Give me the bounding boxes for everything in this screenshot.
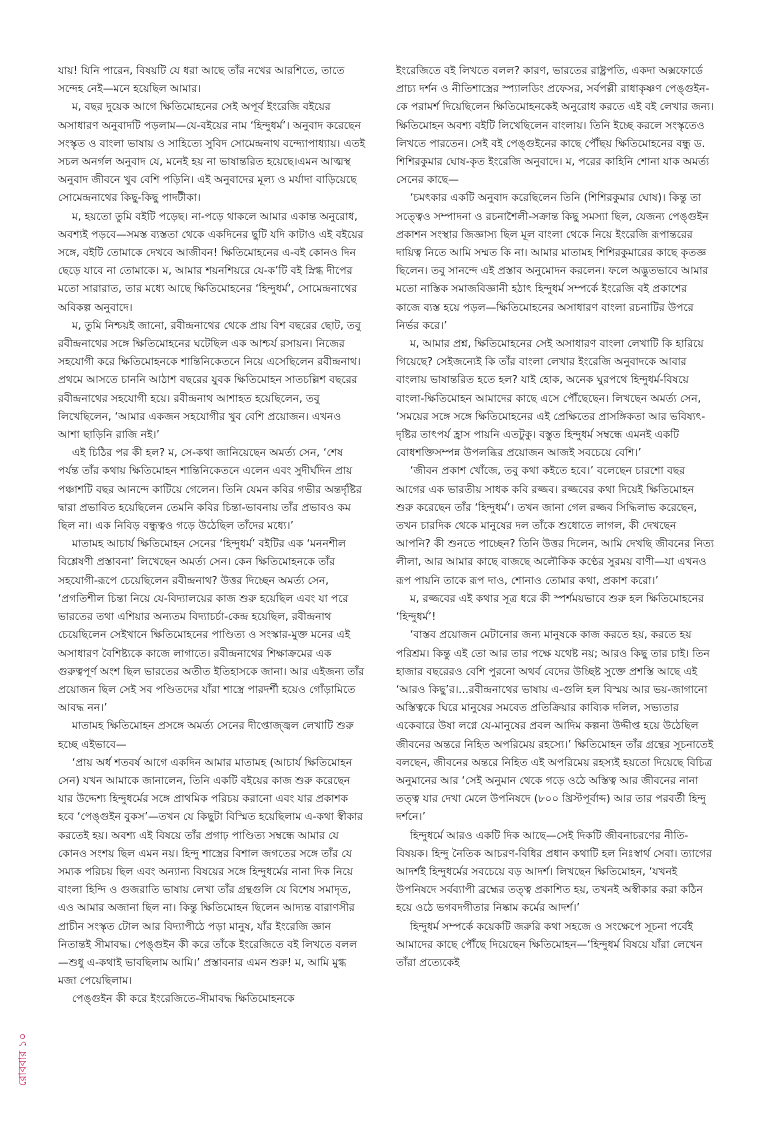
paragraph: ম, রজ্জবের এই কথার সূত্র ধরে কী স্পর্শময়ভাবে শুরু হল ক্ষিতিমোহনের ‘হিন্দুধর্ম’! [396,592,704,624]
quote-paragraph: ‘বাস্তব প্রয়োজন মেটানোর জন্য মানুষকে কাজ করতে হয়, করতে হয় পরিশ্রম। কিন্তু এই তো আর তার পক্ষে যথেষ্ট নয়; আরও কিছু তার চাই। তিন হাজার বছরেরও বেশি পুরনো অথর্ব বেদের উচ্ছিষ্ট সুক্তে প্রশস্তি আছে এই ‘আরও কিছু’র।...রবীন্দ্রনাথের ভাষায় এ-গুলি হল বিস্ময় আর ভয়-জাগানো অস্তিত্বকে ঘিরে মানুষের সমবেত প্রতিক্রিয়ার কাব্যিক দলিল, সভ্যতার একেবারে উষা লগ্নে যে-মানুষের প্রবল আদিম কল্পনা উদ্দীপ্ত হয়ে উঠেছিল জীবনের অন্তরে নিহিত অপরিমেয় রহস্যে।’ ক্ষিতিমোহন তাঁর গ্রন্থের সূচনাতেই বলছেন, জীবনের অন্তরে নিহিত এই অপরিমেয় রহস্যই হয়তো দিয়েছে বিচিত্র অনুমানের আর ‘সেই অনুমান থেকে গড়ে ওঠে অস্তিত্ব আর জীবনের নানা তত্ত্ব যার দেখা মেলে উপনিষদে (৮০০ খ্রিস্টপূর্বাব্দ) আর তার পরবর্তী হিন্দু দর্শনে।’ [396,629,714,824]
right-column [396,62,714,1122]
paragraph: ‘জীবন প্রকাশ খোঁজে, তবু কথা কইতে হবে।’ বলেছেন চারশো বছর আগের এক ভারতীয় সাধক কবি রজ্জব। রজ্জবের কথা দিয়েই ক্ষিতিমোহন শুরু করেছেন তাঁর ‘হিন্দুধর্ম’। তখন জানা গেল রজ্জব সিদ্ধিলাভ করেছেন, তখন চারদিক থেকে মানুষের দল তাঁকে শুধোতে লাগল, কী দেখছেন আপনি? কী শুনতে পাচ্ছেন? তিনি উত্তর দিলেন, আমি দেখছি জীবনের নিত্য লীলা, আর আমার কাছে বাজছে অলৌকিক কণ্ঠের সুরময় বাণী—যা এখনও রূপ পায়নি তাকে রূপ দাও, শোনাও তোমার কথা, প্রকাশ করো।’ [396,465,714,587]
paragraph: ইংরেজিতে বই লিখতে বলল? কারণ, ভারতের রাষ্ট্রপতি, একদা অক্সফোর্ডে প্রাচ্য দর্শন ও নীতিশাস্ত্রের স্প্যালডিং প্রফেসর, সর্বপল্লী রাধাকৃষ্ণণ পেঙ্গুইন-কে পরামর্শ দিয়েছিলেন ক্ষিতিমোহনকেই অনুরোধ করতে এই বই লেখার জন্য। ক্ষিতিমোহন অবশ্য বইটি লিখেছিলেন বাংলায়। তিনি ইচ্ছে করলে সংস্কৃতেও লিখতে পারতেন। সেই বই পেঙ্গুইনের কাছে পৌঁছয় ক্ষিতিমোহনের বন্ধু ড. শিশিরকুমার ঘোষ-কৃত ইংরেজি অনুবাদে। ম, পরের কাহিনি শোনা যাক অমর্ত্য সেনের কাছে— [396,65,714,187]
quote-paragraph: ‘চমৎকার একটি অনুবাদ করেছিলেন তিনি (শিশিরকুমার ঘোষ)। কিন্তু তা সত্ত্বেও সম্পাদনা ও রচনাশৈলী-সক্রান্ত কিছু সমস্যা ছিল, যেজন্য পেঙ্গুইন প্রকাশন সংস্থার জিজ্ঞাস্য ছিল মূল বাংলা থেকে নিয়ে ইংরেজি রূপান্তরের দায়িত্ব নিতে আমি সম্মত কি না। আমার মাতামহ শিশিরকুমারের কাছে কৃতজ্ঞ ছিলেন। তবু সানন্দে এই প্রস্তাব অনুমোদন করলেন। ফলে অদ্ভুতভাবে আমার মতো নাস্তিক সমাজবিজ্ঞানী হঠাৎ হিন্দুধর্ম সম্পর্কে ইংরেজি বই প্রকাশের কাজে ব্যস্ত হয়ে পড়ল—ক্ষিতিমোহনের অসাধারণ বাংলা রচনাটির উপরে নির্ভর করে।’ [396,192,709,332]
paragraph: হিন্দুধর্মে আরও একটি দিক আছে—সেই দিকটি জীবনাচরণের নীতি-বিষয়ক। হিন্দু নৈতিক আচরণ-বিধির প্রধান কথাটি হল নিঃস্বার্থ সেবা। ত্যাগের আদর্শই হিন্দুধর্মের সবচেয়ে বড় আদর্শ। লিখছেন ক্ষিতিমোহন, ‘যখনই উপনিষদে সর্বব্যাপী ব্রহ্মের তত্ত্ব প্রকাশিত হয়, তখনই অস্বীকার করা কঠিন হয়ে ওঠে ভগবদগীতার নিষ্কাম কর্মের আদর্শ।’ [396,829,712,915]
paragraph: ম, তুমি নিশ্চয়ই জানো, রবীন্দ্রনাথের থেকে প্রায় বিশ বছরের ছোট, তবু রবীন্দ্রনাথের সঙ্গে ক্ষিতিমোহনের ঘটেছিল এক আশ্চর্য রসায়ন। নিজের সহযোগী করে ক্ষিতিমোহনকে শান্তিনিকেতনে নিয়ে এসেছিলেন রবীন্দ্রনাথ। প্রথমে আসতে চাননি আঠাশ বছরের যুবক ক্ষিতিমোহন সাতচল্লিশ বছরের রবীন্দ্রনাথের সহযোগী হয়ে। রবীন্দ্রনাথ আশাহত হয়েছিলেন, তবু লিখেছিলেন, ‘আমার একজন সহযোগীর খুব বেশি প্রয়োজন। এখনও আশা ছাড়িনি রাজি নই।’ [58,319,361,442]
paragraph: ম, হয়তো তুমি বইটি পড়েছ। না-পড়ে থাকলে আমার একান্ত অনুরোধ, অবশ্যই পড়বে—সমস্ত ব্যস্ততা থেকে একদিনের ছুটি যদি কাটাও এই বইয়ের সঙ্গে, বইটি তোমাকে দেখবে আজীবন! ক্ষিতিমোহনের এ-বই কোনও দিন ছেড়ে যাবে না তোমাকে। ম, আমার শয়নশিয়রে যে-ক’টি বই স্নিগ্ধ দীপের মতো সারারাত, তার মধ্যে আছে ক্ষিতিমোহনের ‘হিন্দুধর্ম’, সোমেন্দ্রনাথের অবিকল্প অনুবাদে। [58,210,364,314]
page-number-label: রোববার ১০ [16,1033,29,1086]
paragraph: ম, বছর দুয়েক আগে ক্ষিতিমোহনের সেই অপূর্ব ইংরেজি বইয়ের অসাধারণ অনুবাদটি পড়লাম—যে-বইয়ের নাম ‘হিন্দুধর্ম’। অনুবাদ করেছেন সংস্কৃত ও বাংলা ভাষায় ও সাহিত্যে সুবিদ সোমেন্দ্রনাথ বন্দ্যোপাধ্যায়। এতই সচল অনর্গল অনুবাদ যে, মনেই হয় না ভাষান্তরিত হয়েছে।এমন আত্মস্থ অনুবাদ জীবনে খুব বেশি পড়িনি। এই অনুবাদের মূল্য ও মর্যাদা বাড়িয়েছে সোমেন্দ্রনাথের কিছু-কিছু পাদটীকা। [58,101,366,205]
left-column [58,62,366,1122]
paragraph: যায়! যিনি পারেন, বিষয়টি যে ধরা আছে তাঁর নখের আরশিতে, তাতে সন্দেহ নেই—মনে হয়েছিল আমার। [58,65,345,96]
paragraph: মাতামহ আচার্য ক্ষিতিমোহন সেনের ‘হিন্দুধর্ম’ বইটির এক ‘মননশীল বিশ্লেষণী প্রস্তাবনা’ লিখেছেন অমর্ত্য সেন। কেন ক্ষিতিমোহনকে তাঁর সহযোগী-রূপে চেয়েছিলেন রবীন্দ্রনাথ? উত্তর দিচ্ছেন অমর্ত্য সেন, ‘প্রগতিশীল চিন্তা নিয়ে যে-বিদ্যালয়ের কাজ শুরু হয়েছিল এবং যা পরে ভারতের তথা এশিয়ার অন্যতম বিদ্যাচর্চা-কেন্দ্র হয়েছিল, রবীন্দ্রনাথ চেয়েছিলেন সেইখানে ক্ষিতিমোহনের পাণ্ডিত্য ও সংস্কার-মুক্ত মনের এই অসাধারণ বৈশিষ্ট্যকে কাজে লাগাতে। রবীন্দ্রনাথের শিক্ষাক্রমের এক গুরুত্বপূর্ণ অংশ ছিল ভারতের অতীত ইতিহাসকে জানা। আর এইজন্য তাঁর প্রয়োজন ছিল সেই সব পণ্ডিতদের যাঁরা শাস্ত্রে পারদর্শী হয়েও গোঁড়ামিতে আবদ্ধ নন।’ [58,538,365,715]
paragraph: হিন্দুধর্ম সম্পর্কে কয়েকটি জরুরি কথা সহজে ও সংক্ষেপে সূচনা পর্বেই আমাদের কাছে পৌঁছে দিয়েছেন ক্ষিতিমোহন—‘হিন্দুধর্ম বিষয়ে যাঁরা লেখেন তাঁরা প্রত্যেকেই [396,920,703,969]
quote-paragraph: ‘প্রায় অর্ধ শতবর্ষ আগে একদিন আমার মাতামহ (আচার্য ক্ষিতিমোহন সেন) যখন আমাকে জানালেন, তিনি একটি বইয়ের কাজ শুরু করেছেন যার উদ্দেশ্য হিন্দুধর্মের সঙ্গে প্রাথমিক পরিচয় করানো এবং যার প্রকাশক হবে ‘পেঙ্গুইন বুকস’—তখন যে কিছুটা বিস্মিত হয়েছিলাম এ-কথা স্বীকার করতেই হয়। অবশ্য এই বিষয়ে তাঁর প্রগাঢ় পাণ্ডিত্য সম্বন্ধে আমার যে কোনও সংশয় ছিল এমন নয়। হিন্দু শাস্ত্রের বিশাল জগতের সঙ্গে তাঁর যে সম্যক পরিচয় ছিল এবং অন্যান্য বিষয়ের সঙ্গে হিন্দুধর্মের নানা দিক নিয়ে বাংলা হিন্দি ও গুজরাতি ভাষায় লেখা তাঁর গ্রন্থগুলি যে বিশেষ সমাদৃত, এও আমার অজানা ছিল না। কিন্তু ক্ষিতিমোহন ছিলেন আদ্যন্ত বারাণসীর প্রাচীন সংস্কৃত টোল আর বিদ্যাপীঠে পড়া মানুষ, যাঁর ইংরেজি জ্ঞান নিতান্তই সীমাবদ্ধ। পেঙ্গুইন কী করে তাঁকে ইংরেজিতে বই লিখতে বলল—শুধু এ-কথাই ভাবছিলাম আমি।’ প্রস্তাবনার এমন শুরু! ম, আমি মুগ্ধ মজা পেয়েছিলাম। [58,756,364,988]
paragraph: পেঙ্গুইন কী করে ইংরেজিতে-সীমাবদ্ধ ক্ষিতিমোহনকে [72,993,295,1006]
paragraph: মাতামহ ক্ষিতিমোহন প্রসঙ্গে অমর্ত্য সেনের দীপ্তোজ্জ্বল লেখাটি শুরু হচ্ছে এইভাবে— [58,720,354,751]
paragraph: ম, আমার প্রশ্ন, ক্ষিতিমোহনের সেই অসাধারণ বাংলা লেখাটি কি হারিয়ে গিয়েছে? সেইজন্যেই কি তাঁর বাংলা লেখার ইংরেজি অনুবাদকে আবার বাংলায় ভাষান্তরিত হতে হল? যাই হোক, অনেক ঘুরপথে হিন্দুধর্ম-বিষয়ে বাংলা-ক্ষিতিমোহন আমাদের কাছে এসে পৌঁছেছেন। লিখছেন অমর্ত্য সেন, ‘সময়ের সঙ্গে সঙ্গে ক্ষিতিমোহনের এই প্রেক্ষিতের প্রাসঙ্গিকতা আর ভবিষ্যৎ-দৃষ্টির তাৎপর্য হ্রাস পায়নি এতটুকু। বস্তুত হিন্দুধর্ম সম্বন্ধে এমনই একটি বোধশক্তিসম্পন্ন উপলব্ধির প্রয়োজন আজই সবচেয়ে বেশি।’ [396,338,706,460]
paragraph: এই চিঠির পর কী হল? ম, সে-কথা জানিয়েছেন অমর্ত্য সেন, ‘শেষ পর্যন্ত তাঁর কথায় ক্ষিতিমোহন শান্তিনিকেতনে এলেন এবং সুদীর্ঘদিন প্রায় পঞ্চাশটি বছর আনন্দে কাটিয়ে গেলেন। তিনি যেমন কবির গভীর অন্তর্দৃষ্টির দ্বারা প্রভাবিত হয়েছিলেন তেমনি কবির চিন্তা-ভাবনায় তাঁর প্রভাবও কম ছিল না। এক নিবিড় বন্ধুত্বও গড়ে উঠেছিল তাঁদের মধ্যে।’ [58,447,362,533]
